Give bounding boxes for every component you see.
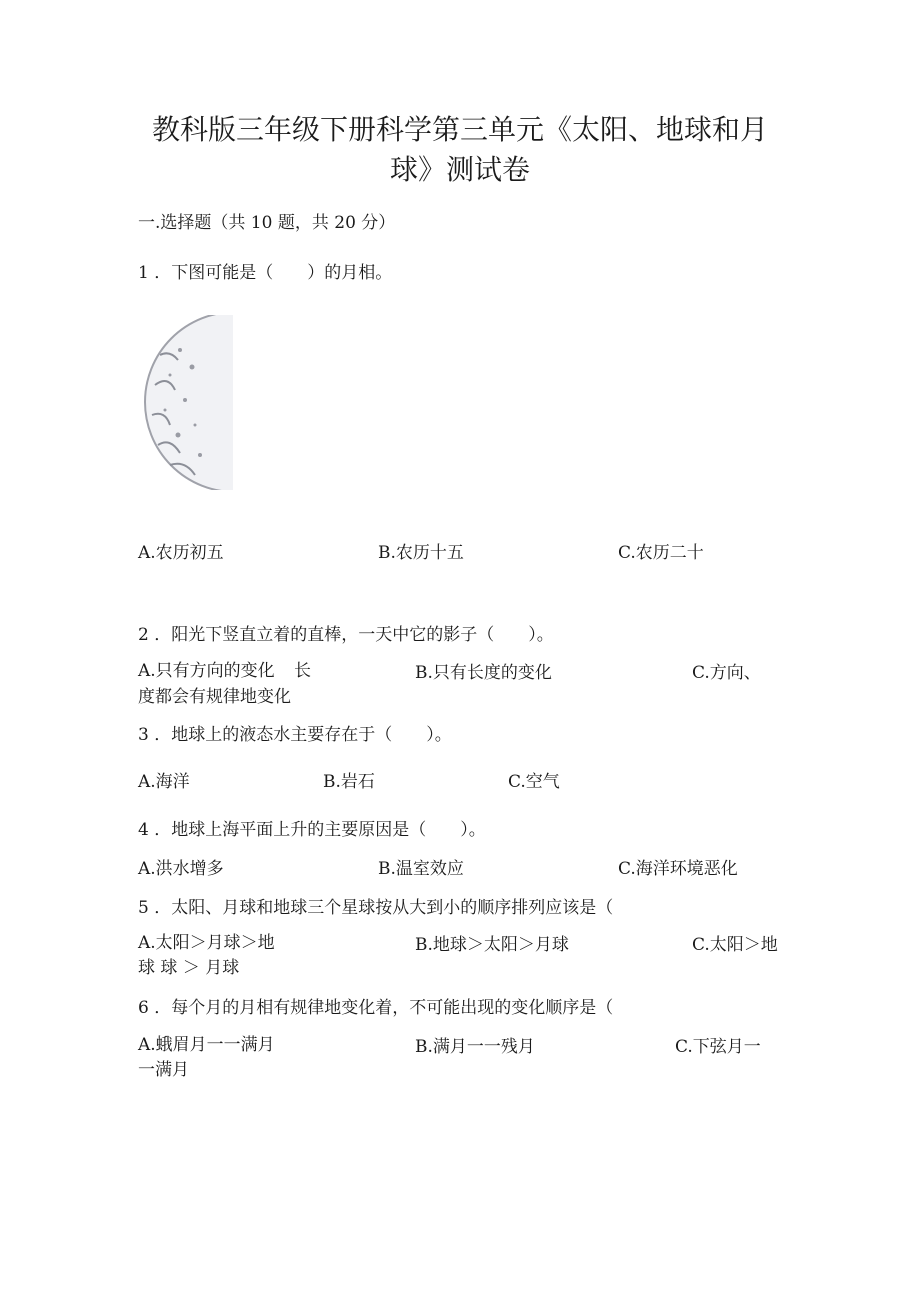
title-line-2: 球》测试卷 (389, 153, 530, 186)
q3-option-c: C.空气 (508, 772, 560, 792)
question-4-stem: 4 ．地球上海平面上升的主要原因是（ ）。 (138, 820, 486, 840)
q4-option-b: B.温室效应 (378, 859, 464, 879)
q2-option-c: C.方向、 (692, 663, 761, 683)
q5-option-a: A.太阳＞月球＞地 (138, 933, 275, 953)
q6-option-c: C.下弦月一 (675, 1037, 761, 1057)
question-2-stem: 2 ．阳光下竖直立着的直棒，一天中它的影子（ ）。 (138, 625, 554, 645)
question-1-stem: 1 ．下图可能是（ ）的月相。 (138, 263, 393, 283)
page-title (110, 110, 810, 190)
q6-option-c-wrap: 一满月 (138, 1060, 189, 1080)
q2-option-b: B.只有长度的变化 (415, 663, 552, 683)
q4-option-a: A.洪水增多 (138, 859, 224, 879)
q3-option-a: A.海洋 (138, 772, 190, 792)
q5-option-c: C.太阳＞地 (692, 935, 778, 955)
title-line-1: 教科版三年级下册科学第三单元《太阳、地球和月 (151, 113, 768, 146)
question-3-stem: 3 ．地球上的液态水主要存在于（ ）。 (138, 725, 452, 745)
q2-option-a: A.只有方向的变化 (138, 661, 275, 681)
question-5-stem: 5 ．太阳、月球和地球三个星球按从大到小的顺序排列应该是（ (138, 898, 614, 918)
q6-option-a: A.蛾眉月一一满月 (138, 1035, 275, 1055)
q2-option-c-cont: 长 (294, 661, 311, 681)
q4-option-c: C.海洋环境恶化 (618, 859, 738, 879)
section-heading: 一.选择题（共 10 题，共 20 分） (138, 213, 396, 233)
q2-option-c-wrap: 度都会有规律地变化 (138, 687, 291, 707)
question-6-stem: 6 ．每个月的月相有规律地变化着，不可能出现的变化顺序是（ (138, 998, 614, 1018)
q3-option-b: B.岩石 (323, 772, 375, 792)
q6-option-b: B.满月一一残月 (415, 1037, 535, 1057)
q1-option-a: A.农历初五 (138, 543, 224, 563)
q1-option-c: C.农历二十 (618, 543, 704, 563)
moon-phase-icon (140, 315, 240, 490)
q5-option-b: B.地球＞太阳＞月球 (415, 935, 569, 955)
q1-option-b: B.农历十五 (378, 543, 464, 563)
q5-option-wrap: 球 球 ＞ 月球 (138, 958, 240, 978)
